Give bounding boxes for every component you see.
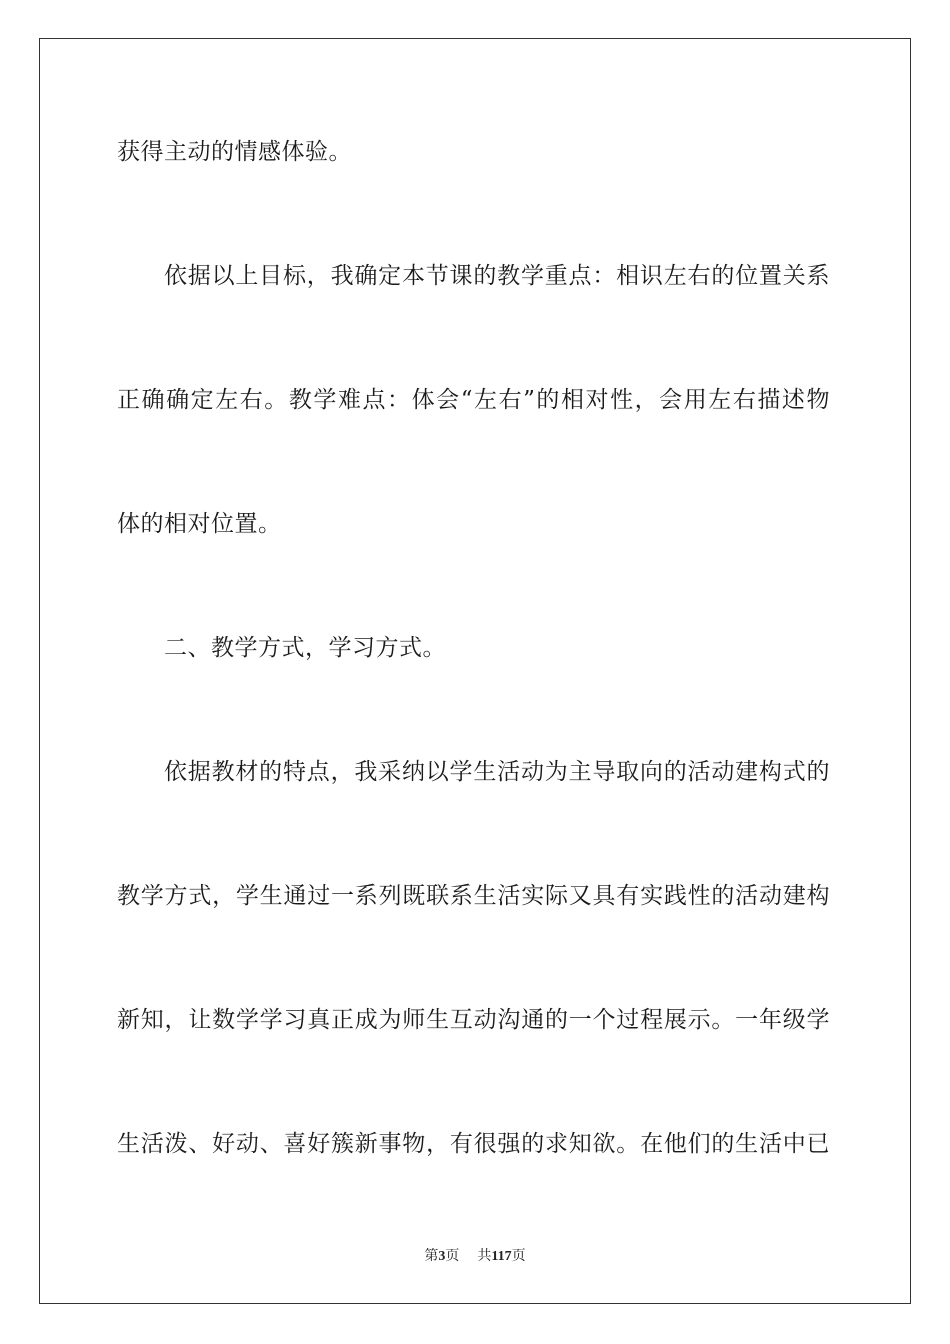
text-line: 体的相对位置。 (117, 511, 282, 537)
page-suffix: 页 (445, 1249, 460, 1264)
text-line: 依据教材的特点，我采纳以学生活动为主导取向的活动建构式的 (164, 759, 830, 785)
total-prefix: 共 (477, 1249, 492, 1264)
text-line: 生活泼、好动、喜好簇新事物，有很强的求知欲。在他们的生活中已 (117, 1131, 830, 1157)
text-line: 新知，让数学学习真正成为师生互动沟通的一个过程展示。一年级学 (117, 1007, 830, 1033)
text-line: 二、教学方式，学习方式。 (164, 635, 446, 661)
page-footer (0, 1248, 950, 1266)
page-number: 3 (438, 1249, 446, 1264)
total-suffix: 页 (511, 1249, 526, 1264)
page-prefix: 第 (424, 1249, 439, 1264)
text-line: 获得主动的情感体验。 (117, 139, 352, 165)
total-pages: 117 (491, 1249, 512, 1264)
text-line: 正确确定左右。教学难点：体会“左右”的相对性，会用左右描述物 (117, 387, 830, 413)
page-border (39, 38, 911, 1304)
text-line: 教学方式，学生通过一系列既联系生活实际又具有实践性的活动建构 (117, 883, 830, 909)
text-line: 依据以上目标，我确定本节课的教学重点：相识左右的位置关系 (164, 263, 830, 289)
